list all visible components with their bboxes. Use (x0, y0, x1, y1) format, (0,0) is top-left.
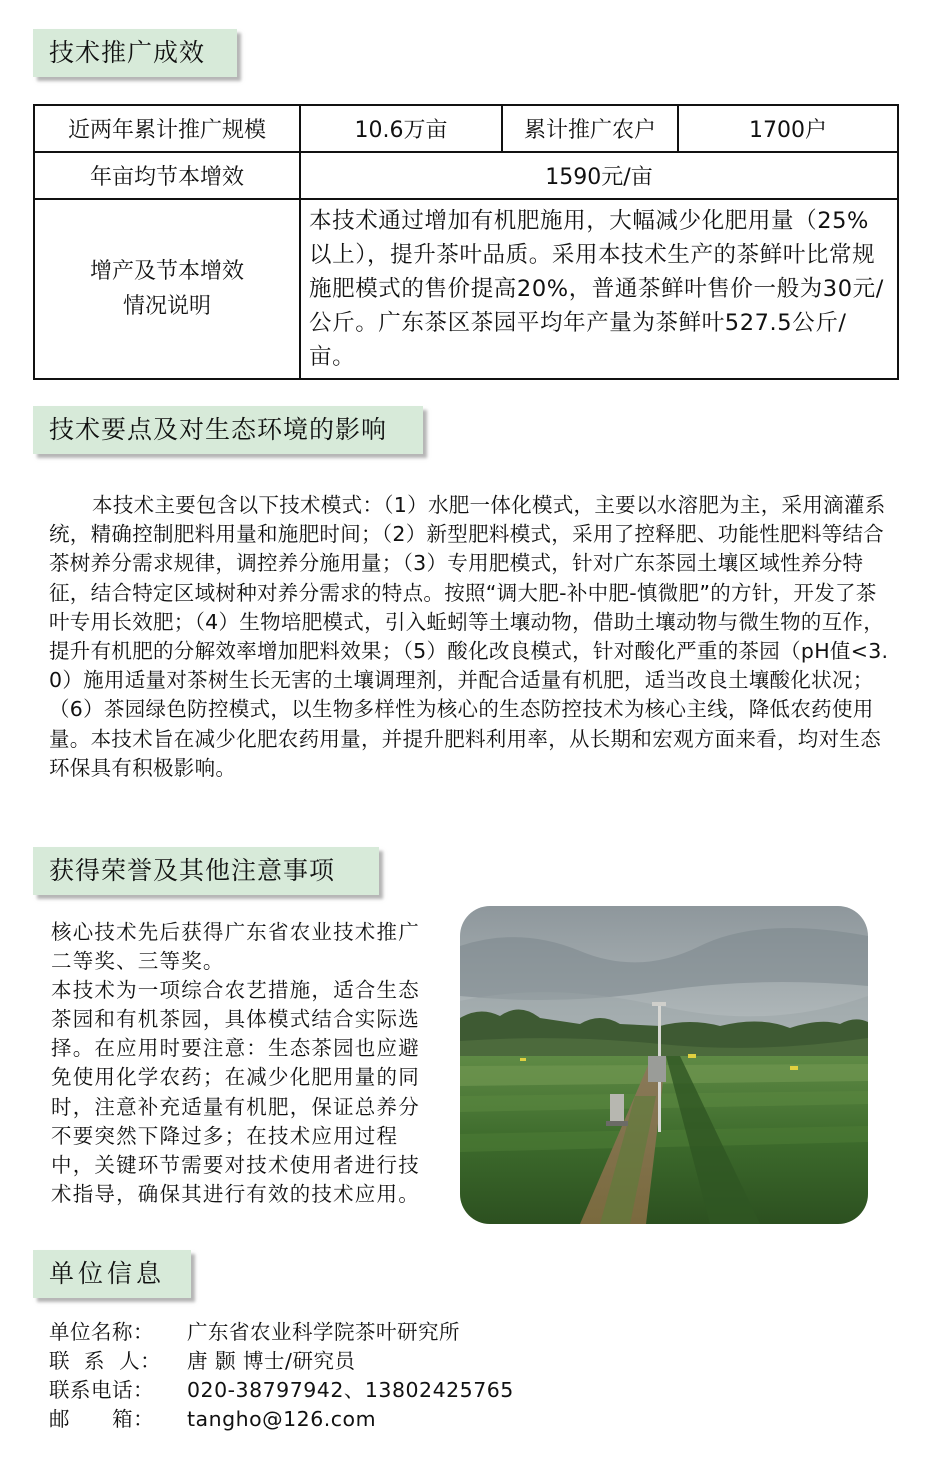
table-row (34, 199, 898, 379)
desc-label (34, 199, 300, 379)
contact-person-row (49, 1347, 514, 1376)
desc-label-line1: 增产及节本增效 (89, 259, 244, 284)
phone-label: 联系电话： (49, 1378, 154, 1402)
benefit-label: 年亩均节本增效 (34, 152, 300, 199)
contact-person-label: 联 系 人： (49, 1349, 162, 1373)
table-row (34, 152, 898, 199)
unit-name-value: 广东省农业科学院茶叶研究所 (187, 1320, 460, 1344)
farmers-value: 1700户 (678, 105, 898, 152)
email-row (49, 1405, 514, 1434)
honors-text (51, 918, 423, 1209)
results-table (33, 104, 899, 380)
tech-points-paragraph: 本技术主要包含以下技术模式：（1）水肥一体化模式，主要以水溶肥为主，采用滴灌系统，精确控制肥料用量和施肥时间；（2）新型肥料模式，采用了控释肥、功能性肥料等结合茶树养分需求规律，调控养分施用量；（3）专用肥模式，针对广东茶园土壤区域性养分特征，结合特定区域树种对养分需求的特点。按照“调大肥-补中肥-慎微肥”的方针，开发了茶叶专用长效肥；（4）生物培肥模式，引入蚯蚓等土壤动物，借助土壤动物与微生物的互作，提升有机肥的分解效率增加肥料效果；（5）酸化改良模式，针对酸化严重的茶园（pH值<3.0）施用适量对茶树生长无害的土壤调理剂，并配合适量有机肥，适当改良土壤酸化状况；（6）茶园绿色防控模式，以生物多样性为核心的生态防控技术为核心主线，降低农药使用量。本技术旨在减少化肥农药用量，并提升肥料利用率，从长期和宏观方面来看，均对生态环保具有积极影响。 (49, 493, 889, 780)
section-title-tech-points: 技术要点及对生态环境的影响 (33, 406, 423, 454)
scale-value: 10.6万亩 (300, 105, 502, 152)
email-value[interactable]: tangho@126.com (187, 1407, 377, 1431)
desc-label-line2: 情况说明 (122, 294, 211, 319)
scale-label: 近两年累计推广规模 (34, 105, 300, 152)
section-title-unit-info: 单位信息 (33, 1250, 191, 1298)
table-row (34, 105, 898, 152)
benefit-value: 1590元/亩 (300, 152, 898, 199)
unit-name-row (49, 1318, 514, 1347)
honors-para-2: 本技术为一项综合农艺措施，适合生态茶园和有机茶园，具体模式结合实际选择。在应用时要注意：生态茶园也应避免使用化学农药；在减少化肥用量的同时，注意补充适量有机肥，保证总养分不要突然下降过多；在技术应用过程中，关键环节需要对技术使用者进行技术指导，确保其进行有效的技术应用。 (51, 978, 420, 1206)
section-title-results: 技术推广成效 (33, 29, 237, 77)
unit-name-label: 单位名称： (49, 1320, 154, 1344)
tea-garden-photo (460, 906, 868, 1224)
farmers-label: 累计推广农户 (502, 105, 678, 152)
email-label: 邮 箱： (49, 1407, 155, 1431)
unit-info-block (49, 1318, 514, 1434)
desc-text: 本技术通过增加有机肥施用，大幅减少化肥用量（25%以上），提升茶叶品质。采用本技术生产的茶鲜叶比常规施肥模式的售价提高20%，普通茶鲜叶售价一般为30元/公斤。广东茶区茶园平均年产量为茶鲜叶527.5公斤/亩。 (300, 199, 898, 379)
contact-person-value: 唐 颢 博士/研究员 (187, 1349, 356, 1373)
honors-para-1: 核心技术先后获得广东省农业技术推广二等奖、三等奖。 (51, 920, 420, 974)
phone-value: 020-38797942、13802425765 (187, 1378, 514, 1402)
section-title-honors: 获得荣誉及其他注意事项 (33, 847, 379, 895)
phone-row (49, 1376, 514, 1405)
